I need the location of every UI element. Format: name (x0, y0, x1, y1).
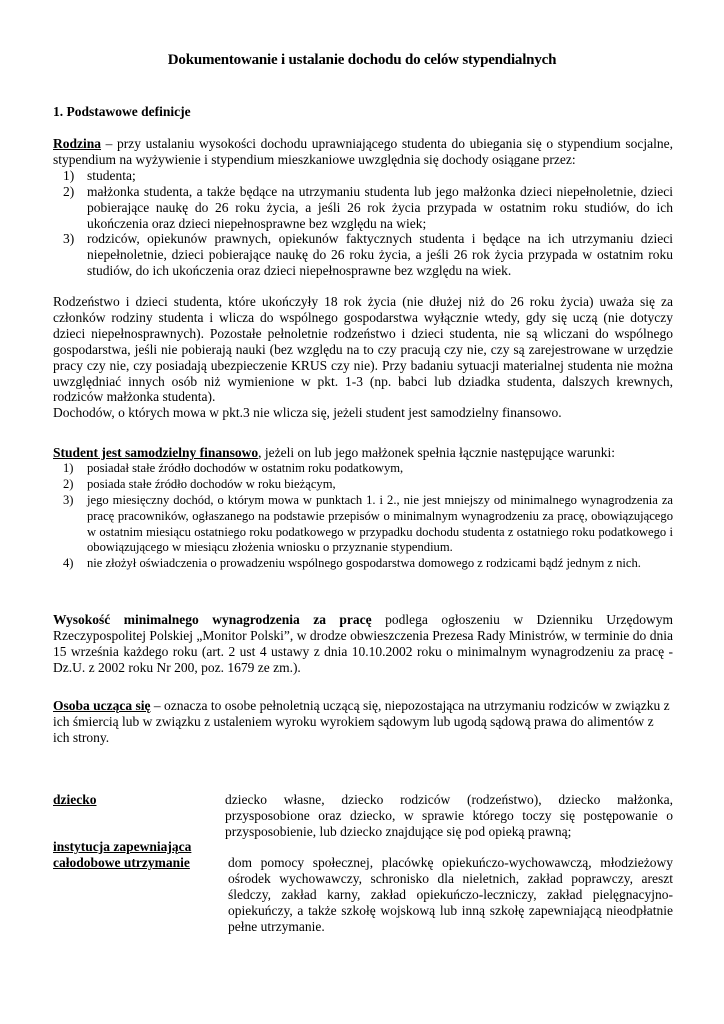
dziecko-definition: dziecko własne, dziecko rodziców (rodzeństwo), dziecko małżonka, przysposobione oraz dziecko, w sprawie którego toczy się postępowanie o przysposobienie, lub dziecko znajdujące się pod opieką prawną; (225, 792, 673, 839)
rodzina-label: Rodzina (53, 136, 102, 151)
list-number: 3) (63, 492, 74, 507)
list-text: studenta; (87, 167, 136, 183)
list-item (53, 556, 673, 572)
wysokosc-label: Wysokość minimalnego wynagrodzenia za pracę (53, 612, 372, 627)
instytucja-label-line1: instytucja zapewniająca (53, 839, 192, 854)
list-item (53, 184, 673, 232)
rodzenstwo-paragraph: Rodzeństwo i dzieci studenta, które ukończyły 18 rok życia (nie dłużej niż do 26 roku życia) uważa się za członków rodziny studenta i wlicza do wspólnego gospodarstwa wyłącznie wtedy, gdy się uczą (nie dotyczy dzieci niepełnosprawnych). Pozostałe pełnoletnie rodzeństwo i dzieci studenta, nie są wliczani do wspólnego gospodarstwa, jeśli nie pobierają nauki (bez względu na to czy pracują czy nie, czy są zarejestrowane w urzędzie pracy czy nie, czy posiadają ubezpieczenie KRUS czy nie). Przy badaniu sytuacji materialnej studenta nie można uwzględniać innych osób niż wymienione w pkt. 1-3 (np. babci lub dziadka studenta, dalszych krewnych, rodziców małżonka studenta). (53, 294, 673, 405)
list-item (53, 231, 673, 279)
list-text: jego miesięczny dochód, o którym mowa w punktach 1. i 2., nie jest mniejszy od minimalnego wynagrodzenia za pracę pracowników, ogłaszanego na podstawie przepisów o minimalnym wynagrodzeniu za pracę, obowiązującego w ostatnim miesiącu ostatniego roku podatkowego w przypadku dochodu studenta z ostatniego roku podatkowego i obowiązującego w miesiącu złożenia wniosku o przyznanie stypendium. (87, 492, 673, 555)
list-text: małżonka studenta, a także będące na utrzymaniu studenta lub jego małżonka dzieci niepełnoletnie, dzieci pobierające naukę do 26 roku życia, a jeśli 26 rok życia przypada w ostatnim roku studiów, do ich ukończenia oraz dzieci niepełnosprawne bez względu na wiek; (87, 183, 673, 231)
rodzina-intro-text: – przy ustalaniu wysokości dochodu uprawniającego studenta do ubiegania się o stypendium socjalne, stypendium na wyżywienie i stypendium mieszkaniowe uwzględnia się dochody osiągane przez: (53, 136, 673, 167)
osoba-label: Osoba ucząca się (53, 698, 151, 713)
list-number: 1) (63, 167, 75, 183)
osoba-section (53, 698, 673, 746)
samodzielny-intro (53, 445, 673, 461)
wysokosc-section (53, 612, 673, 676)
dochodow-line: Dochodów, o których mowa w pkt.3 nie wlicza się, jeżeli student jest samodzielny finansowo. (53, 405, 562, 421)
list-item (53, 168, 673, 184)
rodzina-intro (53, 136, 673, 168)
dziecko-label: dziecko (53, 792, 97, 807)
list-number: 4) (63, 556, 74, 571)
list-text: nie złożył oświadczenia o prowadzeniu wspólnego gospodarstwa domowego z rodzicami bądź jednym z nich. (87, 556, 641, 571)
instytucja-label-line2: całodobowe utrzymanie (53, 855, 190, 870)
samodzielny-intro-text: , jeżeli on lub jego małżonek spełnia łącznie następujące warunki: (258, 445, 616, 460)
instytucja-definition: dom pomocy społecznej, placówkę opiekuńczo-wychowawczą, młodzieżowy ośrodek wychowawczy, schronisko dla nieletnich, zakład poprawczy, areszt śledczy, zakład karny, zakład opiekuńczo-leczniczy, zakład pielęgnacyjno-opiekuńczy, a także szkołę wojskową lub inną szkołę zapewniającą nieodpłatnie pełne utrzymanie. (228, 855, 673, 934)
rodzina-section (53, 136, 673, 279)
list-number: 2) (63, 476, 74, 491)
osoba-text: – oznacza to osobe pełnoletnią uczącą się, niepozostająca na utrzymaniu rodziców w związku z ich śmiercią lub w związku z ustaleniem wyroku wyrokiem sądowym lub ugodą sądową prawa do alimentów z ich strony. (53, 698, 670, 745)
samodzielny-section (53, 445, 673, 572)
wysokosc-paragraph (53, 612, 673, 676)
list-number: 3) (63, 231, 75, 247)
list-item (53, 477, 673, 493)
rodzina-list (53, 168, 673, 279)
list-text: posiada stałe źródło dochodów w roku bieżącym, (87, 476, 336, 491)
wysokosc-text: podlega ogłoszeniu w Dzienniku Urzędowym Rzeczypospolitej Polskiej „Monitor Polski”, w drodze obwieszczenia Prezesa Rady Ministrów, w terminie do dnia 15 września każdego roku (art. 2 ust 4 ustawy z dnia 10.10.2002 roku o minimalnym wynagrodzeniu za pracę - Dz.U. z 2002 roku Nr 200, poz. 1679 ze zm.). (53, 612, 674, 675)
osoba-paragraph (53, 698, 673, 746)
rodzenstwo-section (53, 294, 673, 421)
section-heading: 1. Podstawowe definicje (53, 104, 191, 119)
list-item (53, 493, 673, 557)
list-text: rodziców, opiekunów prawnych, opiekunów faktycznych studenta i będące na ich utrzymaniu dzieci niepełnoletnie, dzieci pobierające naukę do 26 roku życia, a jeśli 26 rok życia przypada w ostatnim roku studiów, do ich ukończenia oraz dzieci niepełnosprawne bez względu na wiek. (87, 231, 673, 279)
document-title: Dokumentowanie i ustalanie dochodu do celów stypendialnych (167, 52, 557, 68)
samodzielny-label: Student jest samodzielny finansowo (53, 445, 259, 460)
list-number: 2) (63, 183, 75, 199)
list-item (53, 461, 673, 477)
list-number: 1) (63, 460, 74, 475)
list-text: posiadał stałe źródło dochodów w ostatnim roku podatkowym, (87, 460, 404, 475)
samodzielny-list (53, 461, 673, 572)
